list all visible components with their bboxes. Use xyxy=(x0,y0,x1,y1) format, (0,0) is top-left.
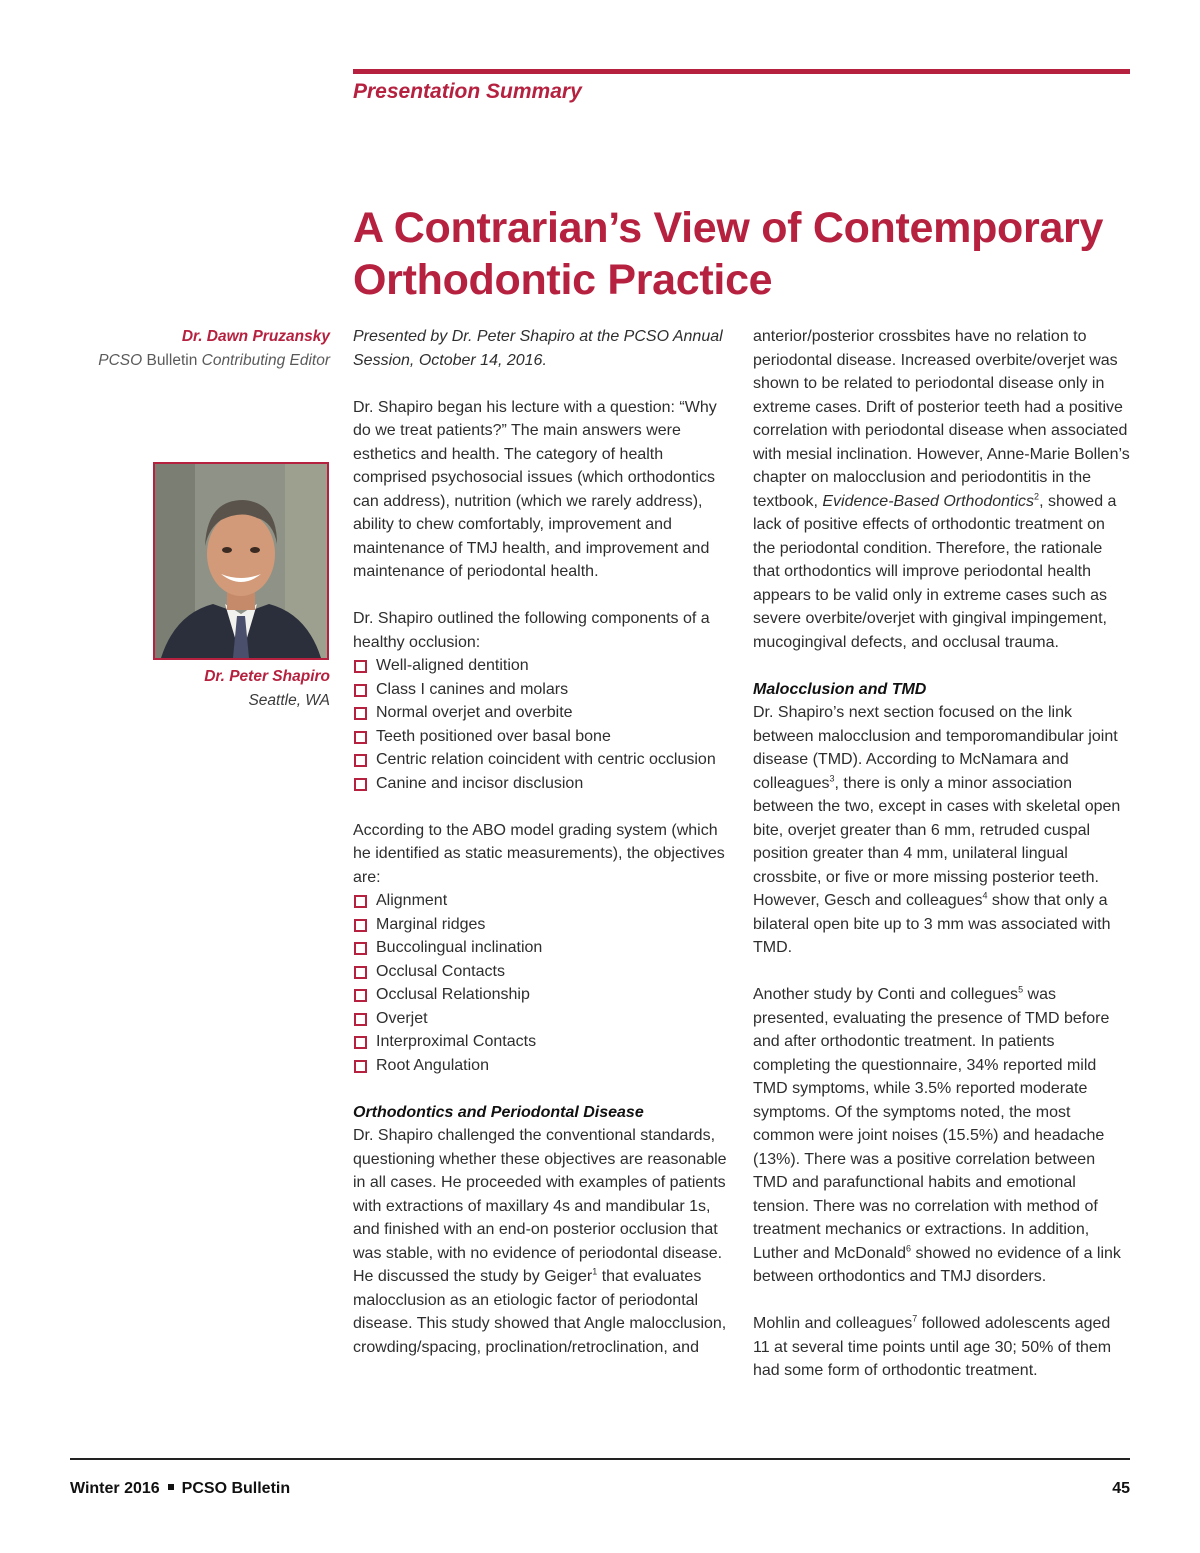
photo-caption-location: Seattle, WA xyxy=(248,691,330,709)
reference-superscript: 5 xyxy=(1018,984,1024,995)
section-label: Presentation Summary xyxy=(353,80,582,103)
list-item-text: Marginal ridges xyxy=(376,915,486,933)
list-item xyxy=(353,701,731,725)
list-item-text: Buccolingual inclination xyxy=(376,939,543,956)
list-item xyxy=(353,725,731,749)
author-name: Dr. Dawn Pruzansky xyxy=(181,328,330,345)
list-item-text: Well-aligned dentition xyxy=(376,657,529,674)
checkbox-square-icon xyxy=(354,707,367,720)
checkbox-square-icon xyxy=(354,895,367,908)
reference-superscript: 6 xyxy=(905,1243,911,1254)
footer-season: Winter 2016 xyxy=(70,1480,160,1497)
paragraph xyxy=(753,983,1131,1289)
intro-paragraph: Presented by Dr. Peter Shapiro at the PCSO Annual Session, October 14, 2016. xyxy=(353,328,723,369)
checkbox-square-icon xyxy=(354,989,367,1002)
paragraph-text: Mohlin and colleagues xyxy=(753,1315,913,1332)
list-item-text: Occlusal Contacts xyxy=(376,962,505,980)
checkbox-square-icon xyxy=(354,1060,367,1073)
list-item-text: Teeth positioned over basal bone xyxy=(376,727,611,745)
checkbox-square-icon xyxy=(354,966,367,979)
list-item-text: Root Angulation xyxy=(376,1056,489,1074)
list-item xyxy=(353,960,731,984)
list-item xyxy=(353,983,731,1007)
list-item xyxy=(353,748,731,772)
paragraph-text: , there is only a minor association between the two, except in cases with skeletal open bite, overjet greater than 6 mm, retruded cuspal position greater than 4 mm, unilateral lingual crossbite, or five or more missing posterior teeth. However, Gesch and colleagues xyxy=(753,774,1121,909)
paragraph: Dr. Shapiro outlined the following components of a healthy occlusion: xyxy=(353,610,710,651)
paragraph xyxy=(753,701,1131,960)
paragraph-text: Another study by Conti and collegues xyxy=(753,986,1019,1003)
speaker-photo xyxy=(153,462,329,660)
list-item xyxy=(353,936,731,960)
paragraph-text: Dr. Shapiro’s next section focused on the link between malocclusion and temporomandibular joint disease (TMD). According to McNamara and colleagues xyxy=(753,704,1118,792)
column-left xyxy=(353,325,731,1359)
speaker-portrait-icon xyxy=(155,464,327,658)
paragraph: According to the ABO model grading system (which he identified as static measurements), the objectives are: xyxy=(353,821,725,886)
list-item-text: Interproximal Contacts xyxy=(376,1033,537,1050)
footer-publication xyxy=(70,1480,290,1498)
author-role-editor: Contributing Editor xyxy=(201,351,330,369)
checkbox-square-icon xyxy=(354,942,367,955)
list-item-text: Overjet xyxy=(376,1009,428,1027)
checkbox-square-icon xyxy=(354,754,367,767)
paragraph-text: show that only a bilateral open bite up to 3 mm was associated with TMD. xyxy=(753,892,1111,956)
reference-superscript: 4 xyxy=(982,890,988,901)
top-rule xyxy=(353,69,1130,74)
reference-superscript: 2 xyxy=(1034,491,1040,502)
article-title-line-1: A Contrarian’s View of Contemporary xyxy=(353,204,1104,252)
list-item xyxy=(353,913,731,937)
paragraph-text: followed adolescents aged 11 at several time points until age 30; 50% of them had some form of orthodontic treatment. xyxy=(753,1315,1112,1379)
photo-caption xyxy=(60,665,330,712)
author-role-bulletin: Bulletin xyxy=(142,351,202,369)
column-right xyxy=(753,325,1131,1383)
paragraph-text: that evaluates malocclusion as an etiologic factor of periodontal disease. This study showed that Angle malocclusion, crowding/spacing, proclination/retroclination, and xyxy=(353,1268,727,1356)
list-item-text: Occlusal Relationship xyxy=(376,986,530,1003)
checkbox-square-icon xyxy=(354,731,367,744)
abo-objectives-list xyxy=(353,889,731,1077)
list-item-text: Normal overjet and overbite xyxy=(376,704,573,721)
page-number: 45 xyxy=(1112,1480,1130,1497)
reference-superscript: 7 xyxy=(912,1313,918,1324)
paragraph: Dr. Shapiro began his lecture with a question: “Why do we treat patients?” The main answers were esthetics and health. The category of health comprised psychosocial issues (which orthodontics can address), nutrition (which we rarely address), ability to chew comfortably, improvement and maintenance of TMJ health, and improvement and maintenance of periodontal health. xyxy=(353,398,717,580)
paragraph xyxy=(753,1312,1131,1383)
checkbox-square-icon xyxy=(354,778,367,791)
paragraph-text: was presented, evaluating the presence of TMD before and after orthodontic treatment. In patients completing the questionnaire, 34% reported mild TMD symptoms, while 3.5% reported moderate symptoms. Of the symptoms noted, the most common were joint noises (15.5%) and headache (13%). There was a positive correlation between TMD and parafunctional habits and emotional tension. There was no correlation with method of treatment mechanics or extractions. In addition, Luther and McDonald xyxy=(753,986,1110,1262)
paragraph-text: Dr. Shapiro challenged the conventional standards, questioning whether these objectives are reasonable in all cases. He proceeded with examples of patients with extractions of maxillary 4s and mandibular 1s, and finished with an end-on posterior occlusion that was stable, with no evidence of periodontal disease. He discussed the study by Geiger xyxy=(353,1127,727,1285)
list-item xyxy=(353,772,731,796)
author-role xyxy=(60,349,330,373)
occlusion-components-list xyxy=(353,654,731,795)
list-item-text: Centric relation coincident with centric occlusion xyxy=(376,751,716,768)
checkbox-square-icon xyxy=(354,1036,367,1049)
paragraph xyxy=(753,325,1131,654)
list-item-text: Canine and incisor disclusion xyxy=(376,774,584,792)
author-role-pub: PCSO xyxy=(98,351,143,369)
photo-caption-name: Dr. Peter Shapiro xyxy=(204,668,330,685)
article-title xyxy=(353,202,1130,306)
list-item-text: Alignment xyxy=(376,892,448,909)
section-heading: Malocclusion and TMD xyxy=(753,680,927,698)
checkbox-square-icon xyxy=(354,684,367,697)
book-title: Evidence-Based Orthodontics xyxy=(822,492,1035,510)
checkbox-square-icon xyxy=(354,1013,367,1026)
reference-superscript: 1 xyxy=(592,1266,598,1277)
article-title-line-2: Orthodontic Practice xyxy=(353,256,773,304)
list-item xyxy=(353,1007,731,1031)
footer-publication-name: PCSO Bulletin xyxy=(181,1480,291,1497)
list-item xyxy=(353,1054,731,1078)
list-item xyxy=(353,654,731,678)
list-item-text: Class I canines and molars xyxy=(376,680,569,698)
section-heading: Orthodontics and Periodontal Disease xyxy=(353,1103,644,1121)
paragraph-text: anterior/posterior crossbites have no relation to periodontal disease. Increased overbite/overjet was shown to be related to periodontal disease only in extreme cases. Drift of posterior teeth had a positive correlation with periodontal disease when associated with mesial inclination. However, Anne-Marie Bollen’s chapter on malocclusion and periodontitis in the textbook, xyxy=(753,328,1130,510)
checkbox-square-icon xyxy=(354,919,367,932)
list-item xyxy=(353,1030,731,1054)
footer-rule xyxy=(70,1458,1130,1460)
paragraph-text: , showed a lack of positive effects of orthodontic treatment on the periodontal condition. Therefore, the rationale that orthodontics will improve periodontal health appears to be valid only in extreme cases such as severe overbite/overjet with gingival impingement, mucogingival defects, and occlusal trauma. xyxy=(753,492,1117,651)
checkbox-square-icon xyxy=(354,660,367,673)
list-item xyxy=(353,678,731,702)
paragraph-text: showed no evidence of a link between orthodontics and TMJ disorders. xyxy=(753,1244,1121,1285)
reference-superscript: 3 xyxy=(829,773,835,784)
paragraph xyxy=(353,1124,731,1359)
list-item xyxy=(353,889,731,913)
square-bullet-icon xyxy=(168,1484,174,1490)
author-sidebar xyxy=(60,325,330,372)
